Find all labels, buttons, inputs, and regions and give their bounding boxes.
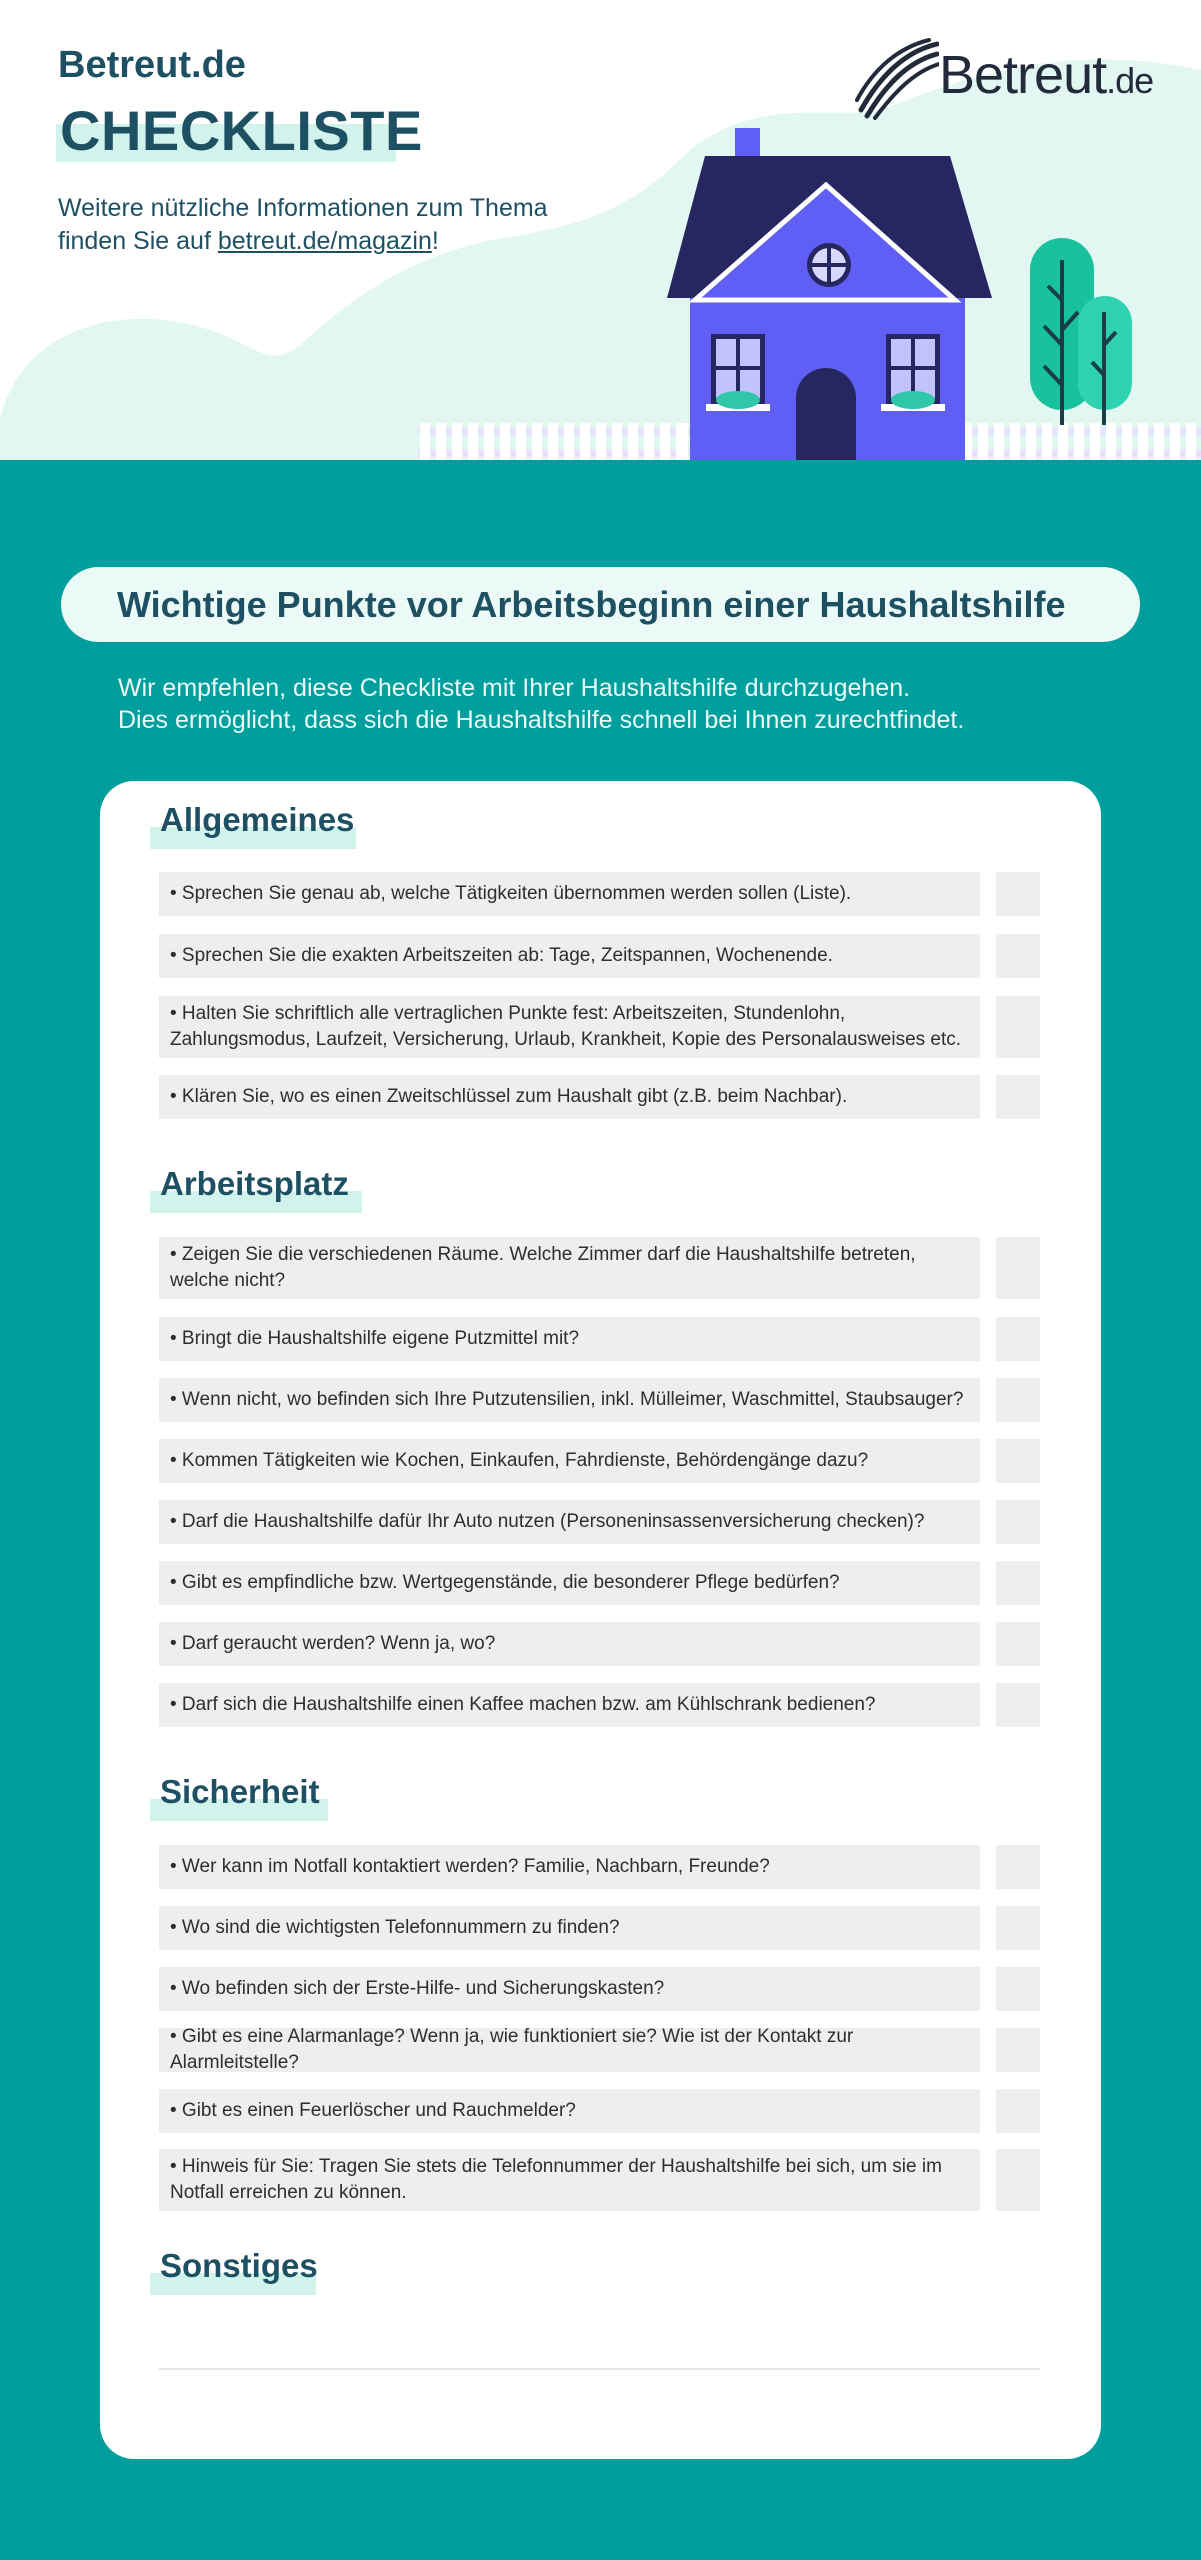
checklist-item: • Halten Sie schriftlich alle vertraglichen Punkte fest: Arbeitszeiten, Stundenlohn, Zahlungsmodus, Laufzeit, Versicherung, Urlaub, Krankheit, Kopie des Personalausweises etc. xyxy=(159,996,980,1058)
checklist-item: • Darf geraucht werden? Wenn ja, wo? xyxy=(159,1622,980,1666)
checklist-row xyxy=(159,1622,1040,1666)
checklist-item: • Gibt es einen Feuerlöscher und Rauchmelder? xyxy=(159,2089,980,2133)
trees xyxy=(1030,238,1132,425)
checklist-item: • Sprechen Sie die exakten Arbeitszeiten ab: Tage, Zeitspannen, Wochenende. xyxy=(159,934,980,978)
checklist-row xyxy=(159,2149,1040,2211)
checklist-item: • Wo sind die wichtigsten Telefonnummern zu finden? xyxy=(159,1906,980,1950)
checklist-item: • Sprechen Sie genau ab, welche Tätigkeiten übernommen werden sollen (Liste). xyxy=(159,872,980,916)
brand-name: Betreut.de xyxy=(58,44,246,86)
checkbox[interactable] xyxy=(996,1561,1040,1605)
fence-right xyxy=(958,423,1201,460)
group-title-sonstiges xyxy=(160,2247,318,2297)
intro-text xyxy=(118,672,1118,736)
info-suffix: ! xyxy=(431,227,439,255)
checklist-item: • Wenn nicht, wo befinden sich Ihre Putzutensilien, inkl. Mülleimer, Waschmittel, Staubsauger? xyxy=(159,1378,980,1422)
checklist-row xyxy=(159,934,1040,978)
group-title-text: Arbeitsplatz xyxy=(160,1165,349,1202)
checkbox[interactable] xyxy=(996,872,1040,916)
checklist-item: • Kommen Tätigkeiten wie Kochen, Einkaufen, Fahrdienste, Behördengänge dazu? xyxy=(159,1439,980,1483)
checklist-card xyxy=(100,781,1101,2459)
header xyxy=(0,0,1201,460)
window-right xyxy=(881,334,945,411)
checkbox[interactable] xyxy=(996,1967,1040,2011)
window-left xyxy=(706,334,770,411)
checklist-item: • Darf sich die Haushaltshilfe einen Kaffee machen bzw. am Kühlschrank bedienen? xyxy=(159,1683,980,1727)
fence-pickets-left xyxy=(420,423,688,460)
checklist-row xyxy=(159,1378,1040,1422)
notes-line[interactable] xyxy=(159,2368,1040,2370)
logo-suffix: .de xyxy=(1106,60,1154,101)
checklist-item: • Gibt es empfindliche bzw. Wertgegenstände, die besonderer Pflege bedürfen? xyxy=(159,1561,980,1605)
checkbox[interactable] xyxy=(996,1317,1040,1361)
checklist-item: • Hinweis für Sie: Tragen Sie stets die Telefonnummer der Haushaltshilfe bei sich, um sie im Notfall erreichen zu können. xyxy=(159,2149,980,2211)
checklist-row xyxy=(159,1317,1040,1361)
group-title-text: Sicherheit xyxy=(160,1773,320,1810)
checklist-row xyxy=(159,1075,1040,1119)
fence-left xyxy=(418,423,690,460)
checklist-item: • Darf die Haushaltshilfe dafür Ihr Auto nutzen (Personeninsassenversicherung checken)? xyxy=(159,1500,980,1544)
intro-line-1: Wir empfehlen, diese Checkliste mit Ihrer Haushaltshilfe durchzugehen. xyxy=(118,674,911,702)
checkbox[interactable] xyxy=(996,1237,1040,1299)
checklist-row xyxy=(159,1906,1040,1950)
logo-text: Betreut xyxy=(939,45,1107,105)
checklist-item: • Wer kann im Notfall kontaktiert werden? Familie, Nachbarn, Freunde? xyxy=(159,1845,980,1889)
checklist-row xyxy=(159,1439,1040,1483)
checkbox[interactable] xyxy=(996,1500,1040,1544)
checklist-item: • Gibt es eine Alarmanlage? Wenn ja, wie funktioniert sie? Wie ist der Kontakt zur Alarmleitstelle? xyxy=(159,2028,980,2072)
group-title-sicherheit xyxy=(160,1773,320,1823)
checklist-row xyxy=(159,1500,1040,1544)
checklist-item: • Bringt die Haushaltshilfe eigene Putzmittel mit? xyxy=(159,1317,980,1361)
checklist-row xyxy=(159,1237,1040,1299)
info-prefix: Weitere nützliche Informationen zum Thema finden Sie auf xyxy=(58,194,548,255)
checkbox[interactable] xyxy=(996,2089,1040,2133)
checklist-row xyxy=(159,872,1040,916)
checklist-row xyxy=(159,2089,1040,2133)
group-title-arbeitsplatz xyxy=(160,1165,349,1215)
magazin-link[interactable]: betreut.de/magazin xyxy=(217,227,432,255)
intro-line-2: Dies ermöglicht, dass sich die Haushaltshilfe schnell bei Ihnen zurechtfindet. xyxy=(118,706,965,734)
checklist-item: • Zeigen Sie die verschiedenen Räume. Welche Zimmer darf die Haushaltshilfe betreten, welche nicht? xyxy=(159,1237,980,1299)
checkbox[interactable] xyxy=(996,1683,1040,1727)
checklist-row xyxy=(159,2028,1040,2072)
checkbox[interactable] xyxy=(996,1845,1040,1889)
group-title-text: Sonstiges xyxy=(160,2247,318,2284)
house-illustration xyxy=(0,0,1201,460)
checkbox[interactable] xyxy=(996,1906,1040,1950)
group-title-allgemeines xyxy=(160,801,354,851)
checklist-row xyxy=(159,1561,1040,1605)
checkbox[interactable] xyxy=(996,2028,1040,2072)
checklist-item: • Wo befinden sich der Erste-Hilfe- und Sicherungskasten? xyxy=(159,1967,980,2011)
checklist-row xyxy=(159,996,1040,1058)
checklist-item: • Klären Sie, wo es einen Zweitschlüssel zum Haushalt gibt (z.B. beim Nachbar). xyxy=(159,1075,980,1119)
door xyxy=(796,368,856,460)
section-headline: Wichtige Punkte vor Arbeitsbeginn einer Haushaltshilfe xyxy=(61,567,1140,642)
checkbox[interactable] xyxy=(996,1439,1040,1483)
checkbox[interactable] xyxy=(996,2149,1040,2211)
checkbox[interactable] xyxy=(996,1622,1040,1666)
checklist-row xyxy=(159,1683,1040,1727)
checkbox[interactable] xyxy=(996,1378,1040,1422)
group-title-text: Allgemeines xyxy=(160,801,355,838)
checklist-row xyxy=(159,1967,1040,2011)
page-title: CHECKLISTE xyxy=(60,99,423,162)
checkbox[interactable] xyxy=(996,1075,1040,1119)
checkbox[interactable] xyxy=(996,996,1040,1058)
checklist-row xyxy=(159,1845,1040,1889)
checkbox[interactable] xyxy=(996,934,1040,978)
